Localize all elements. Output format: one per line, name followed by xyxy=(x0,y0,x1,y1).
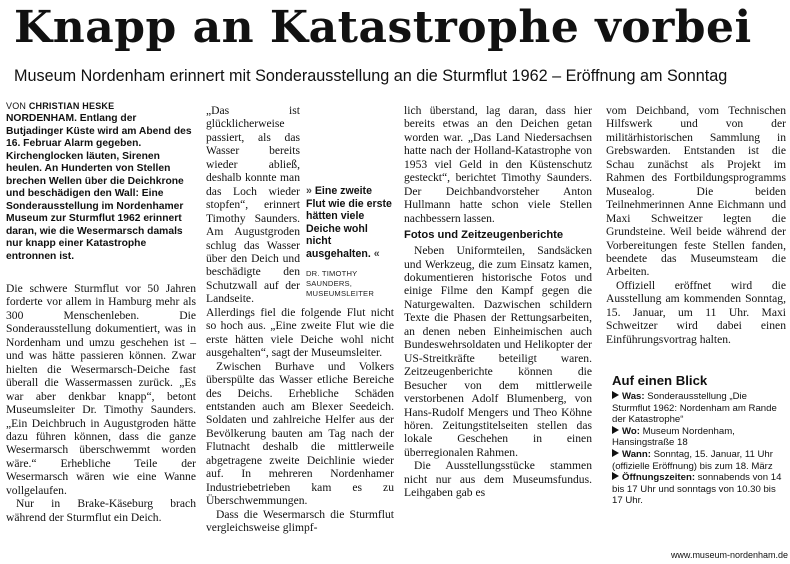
article-lead xyxy=(6,113,196,263)
info-box xyxy=(612,372,788,507)
body-paragraph: Dass die Wesermarsch die Sturmflut vergleichsweise glimpf- xyxy=(206,507,394,535)
body-paragraph: Offiziell eröffnet wird die Ausstellung am kommenden Sonntag, 15. Januar, um 11 Uhr. Maxi Schweitzer wird dabei einen Einführungsvortrag halten. xyxy=(606,278,786,346)
column-1 xyxy=(6,282,196,524)
triangle-bullet-icon xyxy=(612,391,619,399)
info-text: sonnabends von 14 bis 17 Uhr und sonntags von 10.30 bis 17 Uhr. xyxy=(612,472,782,507)
triangle-bullet-icon xyxy=(612,472,619,480)
info-label: Wann: xyxy=(622,448,651,460)
pull-quote-text: Eine zweite Flut wie die erste hätten viele Deiche wohl nicht ausgehalten. xyxy=(306,185,392,260)
lead-paragraph: NORDENHAM. Entlang der Butjadinger Küste wird am Abend des 16. Februar Alarm gegeben. Kirchenglocken läuten, Sirenen heulen. An Hunderten von Stellen brechen Wellen über die Deichkrone und beschädigen den Wall: Eine Sonderausstellung im Nordenhamer Museum zur Sturmflut 1962 erinnert daran, wie die Wesermarsch damals nur knapp einer Katastrophe entronnen ist. xyxy=(6,113,192,262)
pull-quote xyxy=(306,185,394,261)
info-label: Wo: xyxy=(622,425,640,437)
museum-url[interactable]: www.museum-nordenham.de xyxy=(670,550,788,560)
body-paragraph: Zwischen Burhave und Volkers überspülte das Wasser etliche Bereiche des Deichs. Erhebliche Schäden entstanden auch am Blexer Seedeich. Soldaten und zahlreiche Helfer aus der Bevölkerung bauten am Tag nach der Flutnacht deshalb die mittlerweile abgetragene zweite Deichlinie wieder auf. In mehreren Nordenhamer Industriebetrieben kam es zu Überschwemmungen. xyxy=(206,359,394,508)
body-paragraph: vom Deichband, vom Technischen Hilfswerk und von der militärhistorischen Sammlung in Grebswarden. Entstanden ist die Schau zunächst als Projekt im Rahmen des Fortbildungsprogramms Musealog. Die beiden Teilnehmerinnen Anne Eichmann und Maxi Schweitzer legten die Grundsteine. Weil beide während der Vorbereitungen feste Stellen fanden, beendete das Museumsteam die Arbeiten. xyxy=(606,104,786,279)
column-4 xyxy=(606,104,786,346)
column-3 xyxy=(404,104,592,500)
section-subtitle: Fotos und Zeitzeugenberichte xyxy=(404,229,564,242)
info-item-where xyxy=(612,426,788,449)
info-item-opening-hours xyxy=(612,472,788,507)
article-headline: Knapp an Katastrophe vorbei xyxy=(14,2,752,53)
info-box-title: Auf einen Blick xyxy=(612,373,708,388)
info-label: Öffnungszeiten: xyxy=(622,472,696,484)
info-item-when xyxy=(612,449,788,472)
info-text: Sonderausstellung „Die Sturmflut 1962: Nordenham am Rande der Katastrophe“ xyxy=(612,391,777,426)
byline-prefix: VON xyxy=(6,101,27,111)
body-paragraph: Die Ausstellungsstücke stammen nicht nur aus dem Museumsfundus. Leihgaben gab es xyxy=(404,459,592,500)
triangle-bullet-icon xyxy=(612,426,619,434)
byline-author: CHRISTIAN HESKE xyxy=(28,101,115,111)
info-text: Museum Nordenham, Hansingstraße 18 xyxy=(612,425,735,449)
column-2 xyxy=(206,104,394,535)
pull-quote-attribution: DR. TIMOTHY SAUNDERS, MUSEUMSLEITER xyxy=(306,269,374,298)
byline xyxy=(6,100,196,112)
article-subheadline: Museum Nordenham erinnert mit Sonderausstellung an die Sturmflut 1962 – Eröffnung am Sonntag xyxy=(14,67,728,85)
info-label: Was: xyxy=(622,391,645,402)
body-paragraph: lich überstand, lag daran, dass hier bereits etwas an den Deichen getan worden war. „Das Land Niedersachsen hatte nach der Holland-Katastrophe von 1953 viel Geld in den Küstenschutz gesteckt“, berichtet Timothy Saunders. Der Deichbandvorsteher Anton Hullmann hatte schon viele Stellen nachbessern lassen. xyxy=(404,104,592,225)
body-paragraph: Die schwere Sturmflut vor 50 Jahren forderte vor allem in Hamburg mehr als 300 Menschenleben. Die Sonderausstellung dokumentiert, was in Nordenham und umzu geschehen ist – und was hätte passieren können. Zwar hielten die Wesermarsch-Deiche fast überall die Wassermassen zurück. „Es war aber denkbar knapp“, betont Museumsleiter Dr. Timothy Saunders. „Ein Deichbruch in Augustgroden hätte dazu führen können, dass die ganze Wesermarsch überschwemmt worden wäre.“ Erhebliche Teile der Wesermarsch wären wie eine Wanne vollgelaufen. xyxy=(6,282,196,497)
info-item-what xyxy=(612,391,788,426)
body-paragraph: Nur in Brake-Käseburg brach während der Sturmflut ein Deich. xyxy=(6,497,196,524)
triangle-bullet-icon xyxy=(612,449,619,457)
quote-close-mark: « xyxy=(373,247,380,260)
quote-open-mark: » xyxy=(306,185,312,197)
body-paragraph: Neben Uniformteilen, Sandsäcken und Werkzeug, die zum Einsatz kamen, dokumentieren historische Fotos und einige Filme den Kampf gegen die Naturgewalten. Dazwischen schildern Texte die Phasen der Rettungsarbeiten, an denen neben Einheimischen auch Bundeswehrsoldaten und Helikopter der US-Streitkräfte beteiligt waren. Zeitzeugenberichte können die Besucher von dem mittlerweile verstorbenen Adolf Blumenberg, von Hans-Rudolf Mengers und Theo Köhne hören. Zeitungstitelseiten stellen das lokale Geschehen in einen überregionalen Rahmen. xyxy=(404,244,592,459)
info-text: Sonntag, 15. Januar, 11 Uhr (offizielle Eröffnung) bis zum 18. März xyxy=(612,448,773,472)
body-paragraph: „Das ist glücklicherweise passiert, als das Wasser bereits wieder abließ, deshalb konnte man das Loch wieder stopfen“, erinnert Timothy Saunders. Am Augustgroden schlug das Wasser über den Deich und beschädigte den Schutzwall auf der Landseite. Allerdings fiel die folgende Flut nicht so hoch aus. „Eine zweite Flut wie die erste hätten viele Deiche wohl nicht ausgehalten“, sagt der Museumsleiter. xyxy=(206,104,394,360)
